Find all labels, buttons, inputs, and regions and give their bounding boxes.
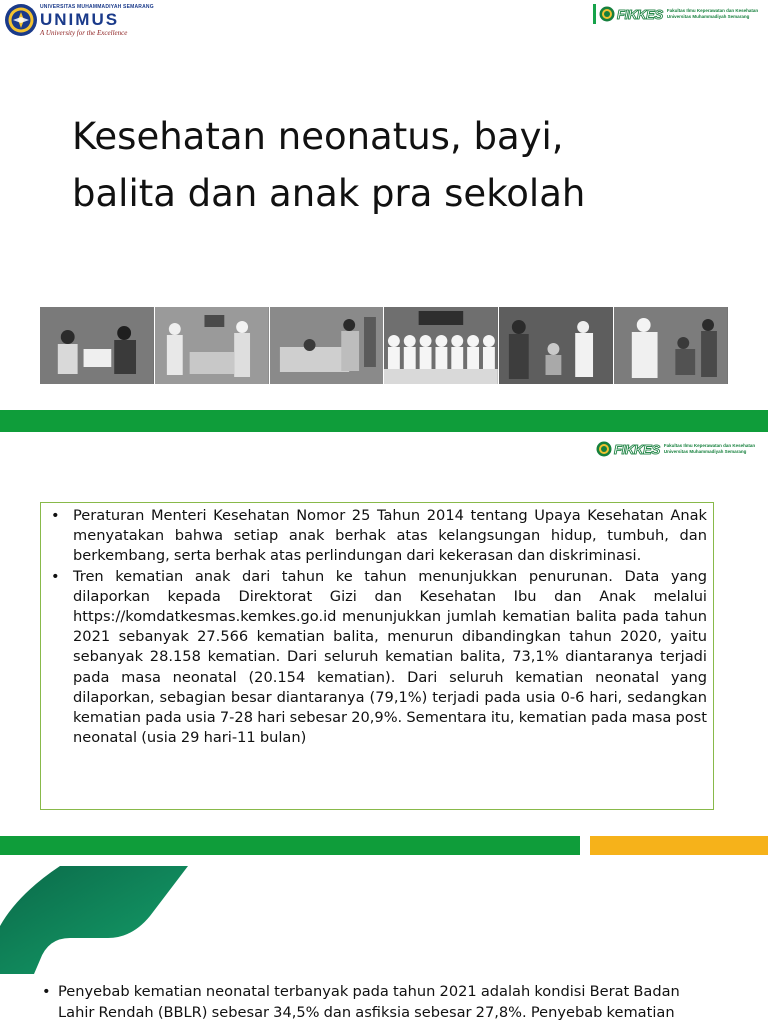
photo-collage xyxy=(40,307,728,384)
bullet-marker: • xyxy=(51,507,60,524)
bullet-marker: • xyxy=(42,983,51,1000)
fikkes-wordmark: FIKKES xyxy=(617,6,663,22)
fikkes-logo xyxy=(596,441,755,457)
content-text-box xyxy=(40,502,714,810)
slide-title-line2: balita dan anak pra sekolah xyxy=(72,172,586,215)
bullet-item-regulation xyxy=(51,506,707,567)
bullet-item-neonatal-causes xyxy=(42,982,732,1023)
photo-child-play xyxy=(499,307,614,384)
fikkes-subtitle xyxy=(660,443,755,455)
photo-nurses-bedside xyxy=(155,307,270,384)
slide-2 xyxy=(0,432,768,864)
footer-green-bar xyxy=(0,836,580,855)
unimus-logo-icon xyxy=(4,3,38,37)
footer-green-band xyxy=(0,410,768,432)
fikkes-emblem-icon xyxy=(599,6,615,22)
slide-title xyxy=(72,108,692,222)
fikkes-subtitle-line2: Universitas Muhammadiyah Semarang xyxy=(666,14,750,19)
bullet-text: Peraturan Menteri Kesehatan Nomor 25 Tahun 2014 tentang Upaya Kesehatan Anak menyatakan bahwa setiap anak berhak atas kelangsungan hidup, tumbuh, dan berkembang, serta berhak atas perlindungan dari kekerasan dan diskriminasi. xyxy=(73,507,707,565)
unimus-university-label: UNIVERSITAS MUHAMMADIYAH SEMARANG xyxy=(40,4,154,10)
fikkes-subtitle xyxy=(663,8,758,20)
bullet-text: Tren kematian anak dari tahun ke tahun menunjukkan penurunan. Data yang dilaporkan kepada Direktorat Gizi dan Kesehatan Ibu dan Anak melalui https://komdatkesmas.kemkes.go.id menunjukkan jumlah kematian balita pada tahun 2021 sebanyak 27.566 kematian balita, menurun dibandingkan tahun 2020, yaitu sebanyak 28.158 kematian. Dari seluruh kematian balita, 73,1% diantaranya terjadi pada masa neonatal (20.154 kematian). Dari seluruh kematian neonatal yang dilaporkan, sebagian besar diantaranya (79,1%) terjadi pada usia 0-6 hari, sedangkan kematian pada usia 7-28 hari sebesar 20,9%. Sementara itu, kematian pada masa post neonatal (usia 29 hari-11 bulan) xyxy=(73,567,707,747)
footer-yellow-bar xyxy=(590,836,768,855)
fikkes-accent-bar xyxy=(593,4,596,24)
photo-group xyxy=(384,307,499,384)
unimus-tagline: A University for the Excellence xyxy=(40,29,128,37)
fikkes-subtitle-line2: Universitas Muhammadiyah Semarang xyxy=(663,449,747,454)
slide-1 xyxy=(0,0,768,432)
bullet-marker: • xyxy=(51,567,60,585)
photo-nurse-child xyxy=(614,307,728,384)
fikkes-logo xyxy=(593,4,758,24)
unimus-name: UNIMUS xyxy=(40,10,120,29)
bullet-list xyxy=(42,982,732,1023)
slide-3 xyxy=(0,864,768,1024)
unimus-wordmark xyxy=(40,4,154,37)
fikkes-wordmark: FIKKES xyxy=(614,441,660,457)
bullet-text-line2: Lahir Rendah (BBLR) sebesar 34,5% dan asfiksia sebesar 27,8%. Penyebab kematian xyxy=(58,1003,675,1021)
photo-patient-care xyxy=(270,307,385,384)
photo-consultation xyxy=(40,307,155,384)
fikkes-subtitle-line1: Fakultas Ilmu Keperawatan dan Kesehatan xyxy=(666,8,759,13)
slide-title-line1: Kesehatan neonatus, bayi, xyxy=(72,115,564,158)
fikkes-emblem-icon xyxy=(596,441,612,457)
fikkes-subtitle-line1: Fakultas Ilmu Keperawatan dan Kesehatan xyxy=(663,443,756,448)
decorative-swoosh xyxy=(0,864,190,974)
bullet-item-mortality-trend xyxy=(51,567,707,749)
bullet-text xyxy=(58,982,732,1023)
bullet-text-line1: Penyebab kematian neonatal terbanyak pada tahun 2021 adalah kondisi Berat Badan xyxy=(58,983,680,1000)
